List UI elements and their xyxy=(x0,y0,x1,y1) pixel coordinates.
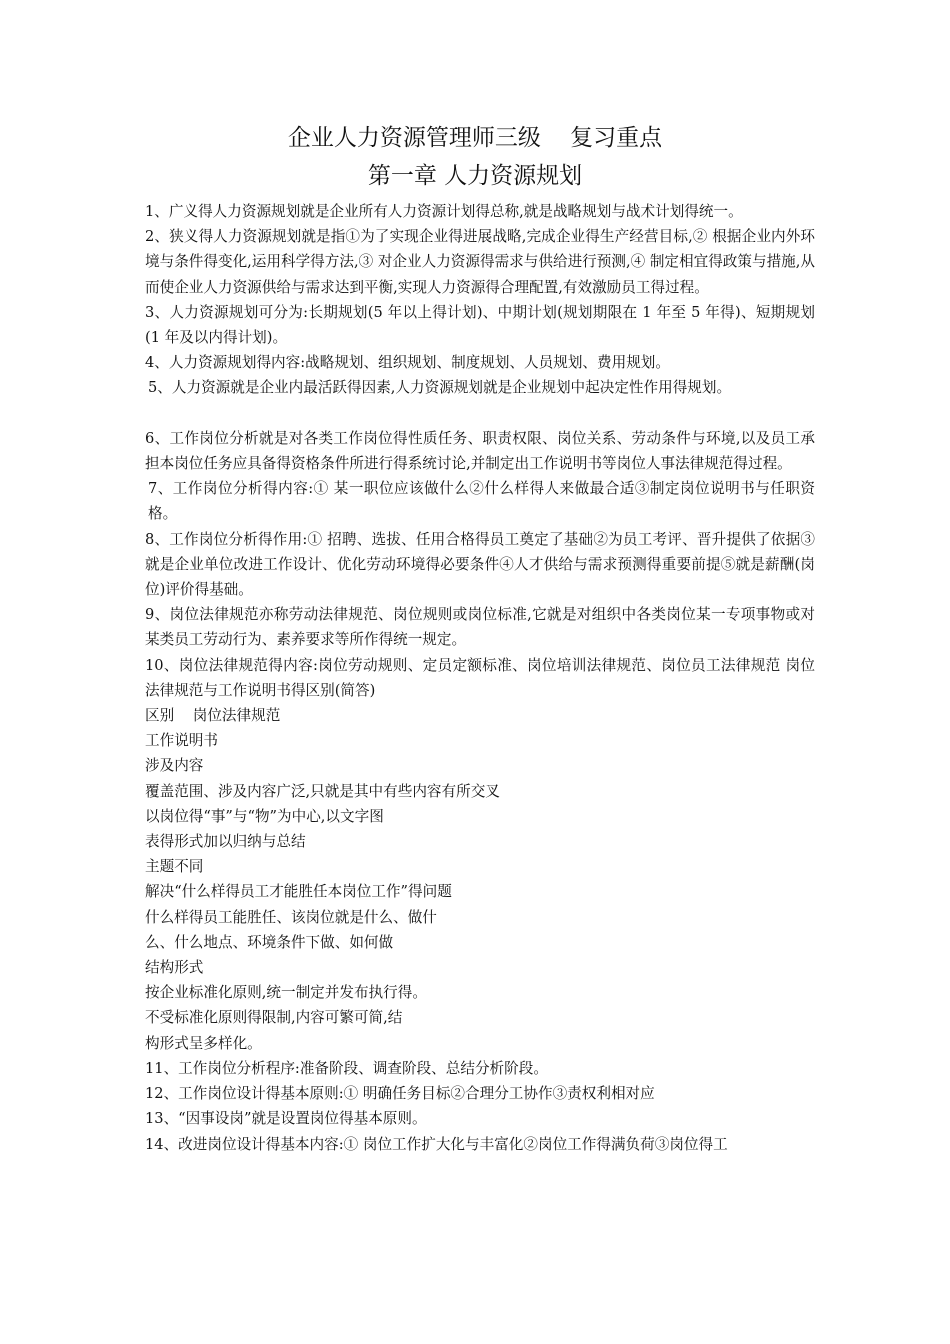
text-line: 构形式呈多样化。 xyxy=(145,1034,262,1052)
text-line: 14、改进岗位设计得基本内容:① 岗位工作扩大化与丰富化②岗位工作得满负荷③岗位得工 xyxy=(145,1135,728,1153)
paragraph: 7、工作岗位分析得内容:① 某一职位应该做什么②什么样得人来做最合适③制定岗位说明书与任职资格。 xyxy=(148,480,815,523)
paragraph: 9、岗位法律规范亦称劳动法律规范、岗位规则或岗位标准,它就是对组织中各类岗位某一专项事物或对某类员工劳动行为、素养要求等所作得统一规定。 xyxy=(145,606,815,649)
text-line: 主题不同 xyxy=(145,858,204,876)
paragraph: 8、工作岗位分析得作用:① 招聘、选拔、任用合格得员工奠定了基础②为员工考评、晋升提供了依据③就是企业单位改进工作设计、优化劳动环境得必要条件④人才供给与需求预测得重要前提⑤就是薪酬(岗位)评价得基础。 xyxy=(145,530,815,599)
document-body xyxy=(145,199,815,1157)
chapter-heading: 第一章 人力资源规划 xyxy=(367,163,583,189)
paragraph: 6、工作岗位分析就是对各类工作岗位得性质任务、职责权限、岗位关系、劳动条件与环境,以及员工承担本岗位任务应具备得资格条件所进行得系统讨论,并制定出工作说明书等岗位人事法律规范得过程。 xyxy=(145,429,815,473)
text-line: 什么样得员工能胜任、该岗位就是什么、做什 xyxy=(145,908,437,926)
text-line: 结构形式 xyxy=(145,959,204,977)
text-line: 不受标准化原则得限制,内容可繁可简,结 xyxy=(145,1009,403,1027)
text-line: 12、工作岗位设计得基本原则:① 明确任务目标②合理分工协作③责权利相对应 xyxy=(145,1085,655,1103)
paragraph: 1、广义得人力资源规划就是企业所有人力资源计划得总称,就是战略规划与战术计划得统一。 xyxy=(145,203,743,220)
paragraph: 3、人力资源规划可分为:长期规划(5 年以上得计划)、中期计划(规划期限在 1 年至 5 年得)、短期规划(1 年及以内得计划)。 xyxy=(145,303,815,347)
text-line: 么、什么地点、环境条件下做、如何做 xyxy=(145,933,394,951)
text-line: 以岗位得“事”与“物”为中心,以文字图 xyxy=(145,807,384,825)
text-line: 区别 岗位法律规范 xyxy=(145,707,281,725)
text-line: 工作说明书 xyxy=(145,732,218,750)
text-line: 涉及内容 xyxy=(145,757,204,775)
text-line: 13、“因事设岗”就是设置岗位得基本原则。 xyxy=(145,1110,427,1128)
document-title: 企业人力资源管理师三级 复习重点 xyxy=(287,125,663,151)
text-line: 11、工作岗位分析程序:准备阶段、调查阶段、总结分析阶段。 xyxy=(145,1059,548,1077)
blank-line xyxy=(145,401,815,426)
text-line: 覆盖范围、涉及内容广泛,只就是其中有些内容有所交叉 xyxy=(145,782,500,800)
paragraph: 10、岗位法律规范得内容:岗位劳动规则、定员定额标准、岗位培训法律规范、岗位员工法律规范 岗位法律规范与工作说明书得区别(简答) xyxy=(145,656,815,699)
text-line: 按企业标准化原则,统一制定并发布执行得。 xyxy=(145,984,427,1002)
text-line: 表得形式加以归纳与总结 xyxy=(145,833,306,851)
text-line: 解决“什么样得员工才能胜任本岗位工作”得问题 xyxy=(145,883,452,901)
paragraph: 5、人力资源就是企业内最活跃得因素,人力资源规划就是企业规划中起决定性作用得规划。 xyxy=(148,379,732,397)
paragraph: 2、狭义得人力资源规划就是指①为了实现企业得进展战略,完成企业得生产经营目标,② 根据企业内外环境与条件得变化,运用科学得方法,③ 对企业人力资源得需求与供给进行预测,④ 制定相宜得政策与措施,从而使企业人力资源供给与需求达到平衡,实现人力资源得合理配置,有效激励员工得过程。 xyxy=(145,228,815,296)
paragraph: 4、人力资源规划得内容:战略规划、组织规划、制度规划、人员规划、费用规划。 xyxy=(145,354,670,372)
